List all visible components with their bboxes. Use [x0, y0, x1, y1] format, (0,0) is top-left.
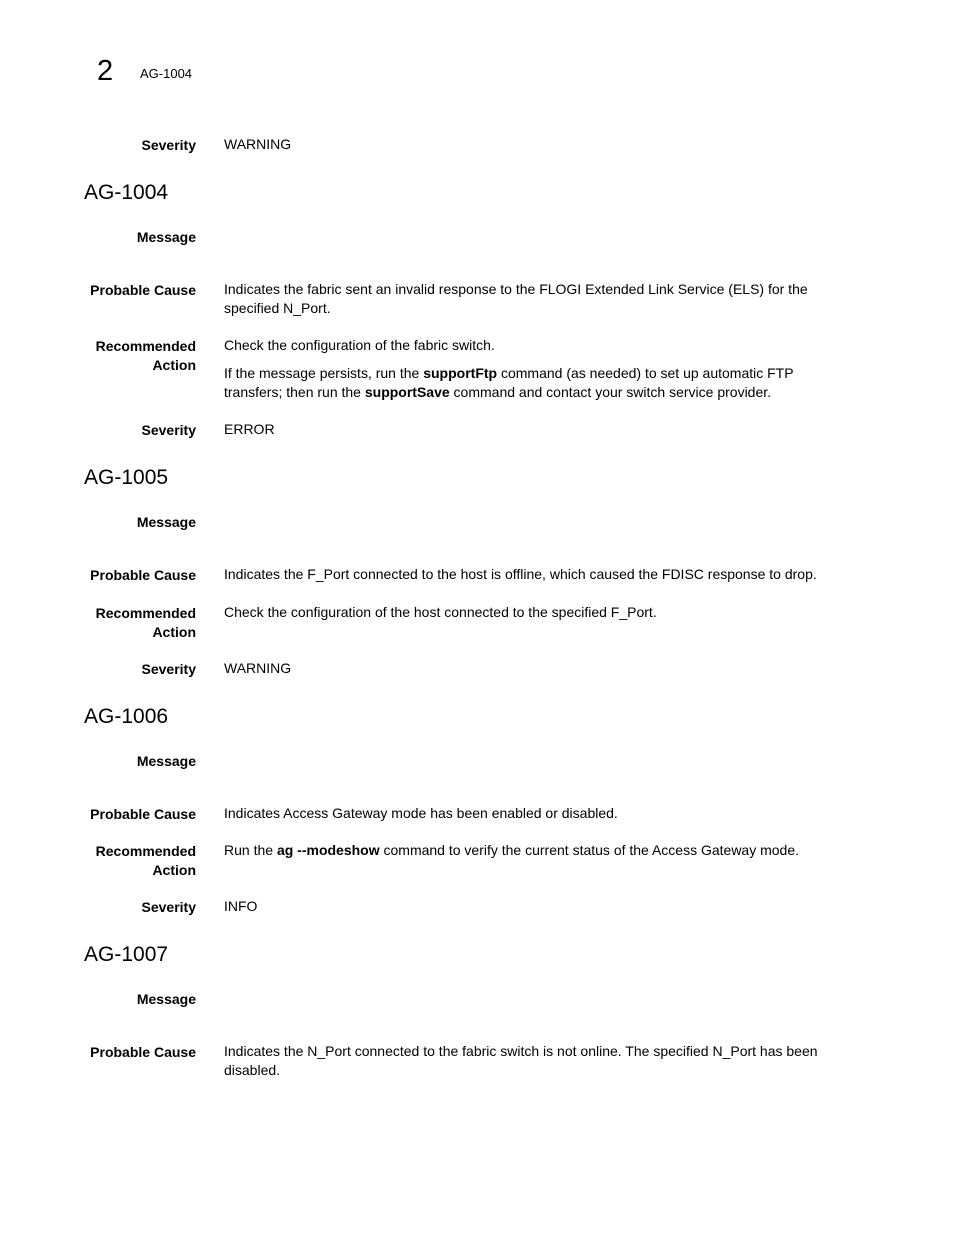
message-label: Message: [136, 991, 196, 1007]
recommended-action-text: Check the configuration of the host connected to the specified F_Port.: [224, 604, 657, 620]
text-run: command and contact your switch service provider.: [449, 384, 772, 400]
action-label-line: Action: [152, 357, 196, 373]
message-label: Message: [136, 229, 196, 245]
severity-label: Severity: [141, 422, 196, 438]
text-run: Run the: [224, 842, 277, 858]
probable-cause-text: Indicates the F_Port connected to the host is offline, which caused the FDISC response to drop.: [224, 566, 817, 582]
recommended-label-line: Recommended: [95, 605, 196, 621]
message-label: Message: [136, 753, 196, 769]
action-label-line: Action: [152, 624, 196, 640]
probable-cause-text: [224, 1042, 864, 1080]
recommended-action-label: [46, 842, 196, 880]
section-title-ag-1006: AG-1006: [84, 705, 169, 728]
severity-value: WARNING: [224, 136, 292, 152]
severity-label: Severity: [141, 899, 196, 915]
message-label: Message: [136, 514, 196, 530]
action-paragraph: Check the configuration of the fabric switch.: [224, 337, 495, 353]
recommended-action-label: [46, 337, 196, 375]
chapter-number: 2: [97, 55, 114, 87]
command-supportsave: supportSave: [364, 384, 450, 400]
probable-cause-line: Indicates the N_Port connected to the fabric switch is not online. The specified N_Port has been: [224, 1043, 818, 1059]
severity-label: Severity: [141, 661, 196, 677]
recommended-label-line: Recommended: [95, 843, 196, 859]
probable-cause-line: specified N_Port.: [224, 300, 331, 316]
probable-cause-line: Indicates the fabric sent an invalid response to the FLOGI Extended Link Service (ELS) for the: [224, 281, 808, 297]
command-supportftp: supportFtp: [423, 365, 498, 381]
recommended-action-text: [224, 336, 864, 402]
recommended-label-line: Recommended: [95, 338, 196, 354]
probable-cause-text: [224, 280, 864, 318]
severity-value: WARNING: [224, 660, 292, 676]
severity-label: Severity: [141, 137, 196, 153]
text-run: command (as needed) to set up automatic FTP: [497, 365, 794, 381]
recommended-action-text: [224, 841, 864, 860]
severity-value: INFO: [224, 898, 258, 914]
text-run: transfers; then run the: [224, 384, 365, 400]
text-run: command to verify the current status of the Access Gateway mode.: [379, 842, 800, 858]
section-title-ag-1005: AG-1005: [84, 466, 169, 489]
section-title-ag-1007: AG-1007: [84, 943, 169, 966]
probable-cause-text: Indicates Access Gateway mode has been enabled or disabled.: [224, 805, 618, 821]
action-label-line: Action: [152, 862, 196, 878]
running-title: AG-1004: [140, 66, 193, 81]
probable-cause-line: disabled.: [224, 1062, 281, 1078]
recommended-action-label: [46, 604, 196, 642]
command-ag-modeshow: ag --modeshow: [276, 842, 380, 858]
probable-cause-label: Probable Cause: [90, 567, 196, 583]
probable-cause-label: Probable Cause: [90, 806, 196, 822]
probable-cause-label: Probable Cause: [90, 282, 196, 298]
severity-value: ERROR: [224, 421, 275, 437]
text-run: If the message persists, run the: [224, 365, 424, 381]
probable-cause-label: Probable Cause: [90, 1044, 196, 1060]
action-paragraph: [224, 364, 864, 402]
section-title-ag-1004: AG-1004: [84, 181, 169, 204]
